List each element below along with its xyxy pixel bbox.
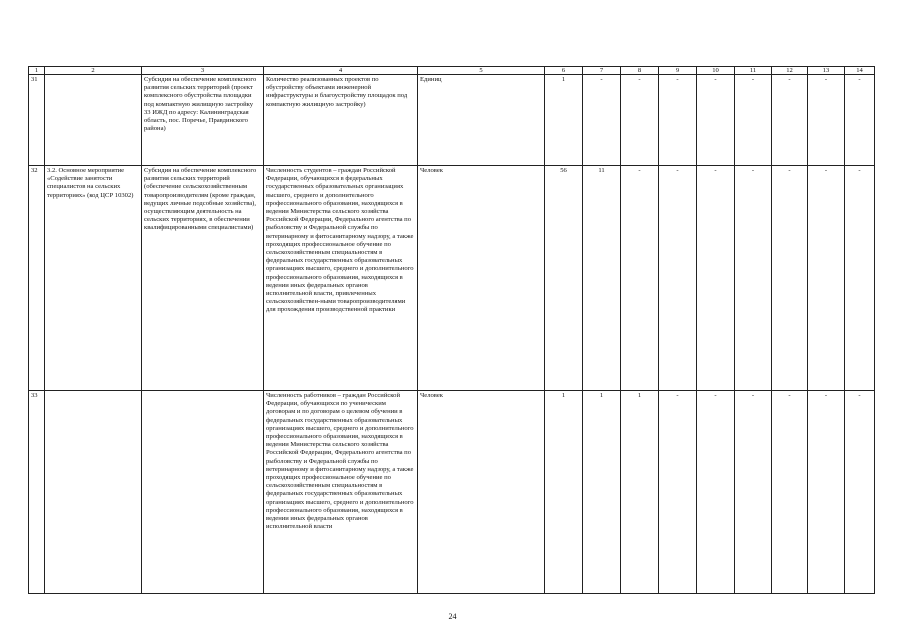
- value-cell: 1: [583, 391, 621, 594]
- column-number-header: 6: [545, 67, 583, 75]
- column-number-header: 11: [735, 67, 772, 75]
- measure-cell: 3.2. Основное мероприятие «Содействие занятости специалистов на сельских территориях» (код ЦСР 10302): [45, 166, 142, 391]
- column-number-header: 5: [418, 67, 545, 75]
- subsidy-cell: Субсидия на обеспечение комплексного развития сельских территорий (проект комплексного обустройства площадки под компактную жилищную застройку 33 ИЖД по адресу: Калининградская область, пос. Поречье, Правдинского района): [142, 75, 264, 166]
- column-number-header: 14: [845, 67, 875, 75]
- value-cell: -: [845, 391, 875, 594]
- row-id: 33: [29, 391, 45, 594]
- value-cell: -: [845, 166, 875, 391]
- value-cell: -: [808, 75, 845, 166]
- value-cell: -: [659, 75, 697, 166]
- value-cell: -: [659, 166, 697, 391]
- row-id: 31: [29, 75, 45, 166]
- value-cell: -: [808, 391, 845, 594]
- subsidy-cell: [142, 391, 264, 594]
- table-row: [29, 75, 875, 166]
- value-cell: 56: [545, 166, 583, 391]
- value-cell: 1: [545, 75, 583, 166]
- subsidy-cell: Субсидия на обеспечение комплексного развития сельских территорий (обеспечение сельскохозяйственным товаропроизводителям (кроме граждан, ведущих личные подсобные хозяйства), осуществляющим деятельность на сельских территориях, в обеспечении квалифицированными специалистами): [142, 166, 264, 391]
- unit-cell: Единиц: [418, 75, 545, 166]
- table-row: [29, 391, 875, 594]
- value-cell: -: [735, 166, 772, 391]
- column-number-header: 13: [808, 67, 845, 75]
- column-number-header: 7: [583, 67, 621, 75]
- column-number-header: 10: [697, 67, 735, 75]
- data-table: [28, 66, 875, 594]
- value-cell: -: [659, 391, 697, 594]
- value-cell: -: [697, 75, 735, 166]
- indicator-cell: Количество реализованных проектов по обустройству объектами инженерной инфраструктуры и благоустройству площадок под компактную жилищную застройку): [264, 75, 418, 166]
- value-cell: -: [772, 391, 808, 594]
- indicator-cell: Численность работников – граждан Российской Федерации, обучающихся по ученическим договорам и по договорам о целевом обучении в федеральных государственных образовательных организациях высшего, среднего и дополнительного профессионального образования, находящихся в ведении Министерства сельского хозяйства Российской Федерации, Федерального агентства по рыболовству и Федеральной службы по ветеринарному и фитосанитарному надзору, а также проходящих профессиональное обучение по сельскохозяйственным специальностям в федеральных государственных образовательных организациях высшего, среднего и дополнительного профессионального образования, находящихся в ведении иных федеральных органов исполнительной власти: [264, 391, 418, 594]
- data-table-sheet: [28, 66, 874, 594]
- value-cell: -: [621, 166, 659, 391]
- column-number-header: 1: [29, 67, 45, 75]
- column-number-header: 12: [772, 67, 808, 75]
- value-cell: -: [697, 166, 735, 391]
- value-cell: -: [772, 75, 808, 166]
- measure-cell: [45, 391, 142, 594]
- column-number-header: 4: [264, 67, 418, 75]
- column-number-header: 2: [45, 67, 142, 75]
- value-cell: -: [621, 75, 659, 166]
- row-id: 32: [29, 166, 45, 391]
- value-cell: 1: [621, 391, 659, 594]
- column-number-header: 8: [621, 67, 659, 75]
- column-number-header: 3: [142, 67, 264, 75]
- value-cell: -: [583, 75, 621, 166]
- page-number: 24: [448, 612, 457, 621]
- value-cell: -: [808, 166, 845, 391]
- unit-cell: Человек: [418, 391, 545, 594]
- value-cell: -: [735, 391, 772, 594]
- unit-cell: Человек: [418, 166, 545, 391]
- value-cell: -: [772, 166, 808, 391]
- column-number-header: 9: [659, 67, 697, 75]
- value-cell: -: [697, 391, 735, 594]
- measure-cell: [45, 75, 142, 166]
- value-cell: 11: [583, 166, 621, 391]
- column-number-row: [29, 67, 875, 75]
- value-cell: -: [845, 75, 875, 166]
- value-cell: -: [735, 75, 772, 166]
- indicator-cell: Численность студентов – граждан Российской Федерации, обучающихся в федеральных государственных образовательных организациях высшего, среднего и дополнительного профессионального образования, находящихся в ведении Министерства сельского хозяйства Российской Федерации, Федерального агентства по рыболовству и Федеральной службы по ветеринарному и фитосанитарному надзору, а также проходящих профессиональное обучение по сельскохозяйственным специальностям в федеральных государственных образовательных организациях высшего, среднего и дополнительного профессионального образования, находящихся в ведении иных федеральных органов исполнительной власти, привлеченных сельскохозяйствен-ными товаропроизводителями для прохождения производственной практики: [264, 166, 418, 391]
- table-row: [29, 166, 875, 391]
- value-cell: 1: [545, 391, 583, 594]
